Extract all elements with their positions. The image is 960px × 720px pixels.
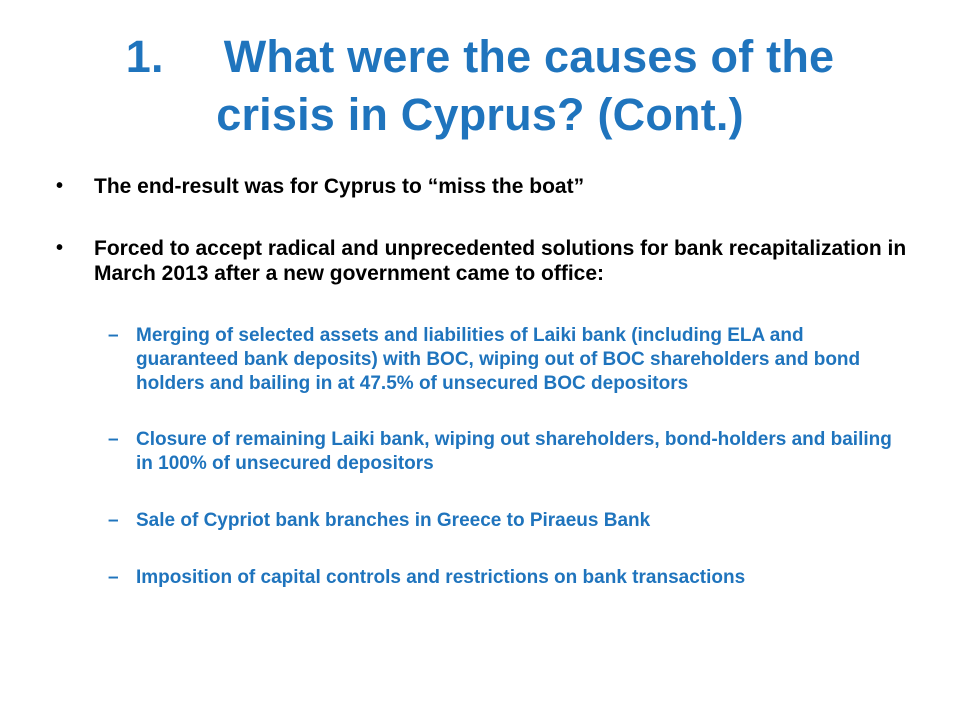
slide-title-line-1-text: What were the causes of the (223, 31, 835, 82)
sub-bullet-marker: – (108, 325, 119, 346)
sub-bullet-text: Imposition of capital controls and restrictions on bank transactions (136, 567, 746, 588)
sub-bullet-marker: – (108, 510, 119, 531)
sub-bullet-marker: – (108, 429, 119, 450)
slide-title (0, 28, 960, 144)
bullet-item (56, 236, 926, 286)
sub-bullet-item (108, 509, 908, 533)
sub-bullet-item (108, 324, 908, 396)
slide-title-number: 1. (125, 31, 164, 82)
sub-bullet-text: Closure of remaining Laiki bank, wiping out shareholders, bond-holders and bailing in 100% of unsecured depositors (136, 429, 892, 474)
bullet-marker: • (56, 175, 64, 197)
slide-title-line-2: crisis in Cyprus? (Cont.) (216, 89, 744, 140)
sub-bullet-item (108, 566, 908, 590)
bullet-item (56, 174, 926, 199)
sub-bullet-text: Merging of selected assets and liabilities of Laiki bank (including ELA and guaranteed bank deposits) with BOC, wiping out of BOC shareholders and bond holders and bailing in at 47.5% of unsecured BOC depositors (136, 325, 861, 394)
bullet-text: The end-result was for Cyprus to “miss the boat” (94, 175, 585, 198)
sub-bullet-text: Sale of Cypriot bank branches in Greece to Piraeus Bank (136, 510, 651, 531)
sub-bullet-marker: – (108, 567, 119, 588)
bullet-marker: • (56, 237, 64, 259)
sub-bullet-item (108, 428, 908, 476)
bullet-text: Forced to accept radical and unprecedented solutions for bank recapitalization in March 2013 after a new government came to office: (94, 237, 907, 285)
slide-title-line-1 (0, 28, 960, 86)
